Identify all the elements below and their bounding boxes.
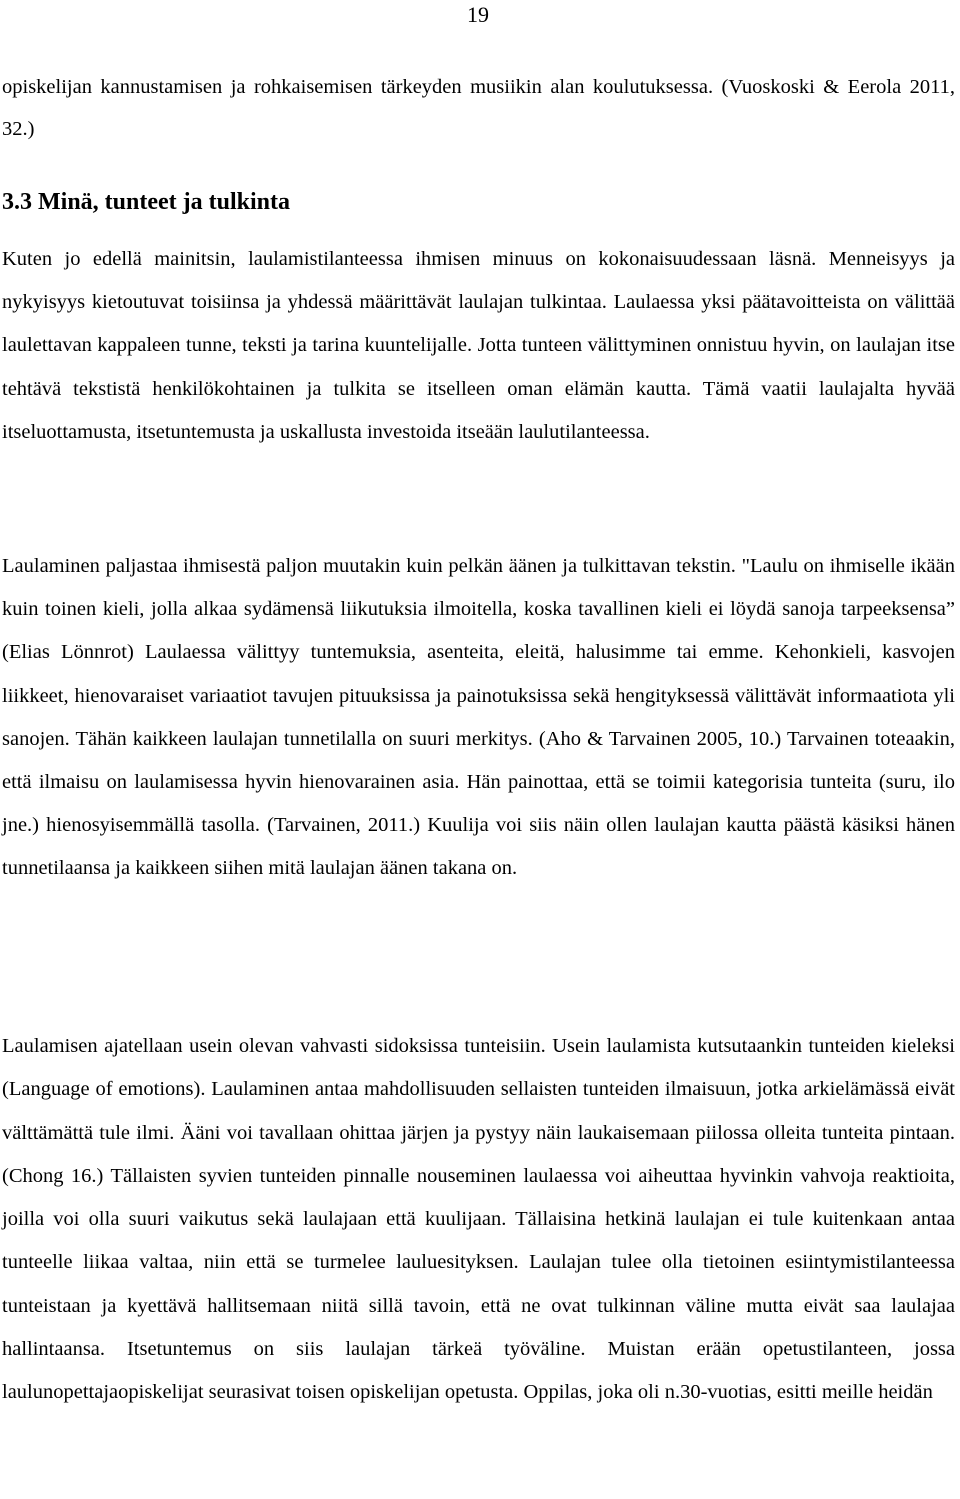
page-number: 19 xyxy=(467,2,489,27)
paragraph-language-of-emotions: Laulamisen ajatellaan usein olevan vahvasti sidoksissa tunteisiin. Usein laulamista kutsutaankin tunteiden kieleksi (Language of emotions). Laulaminen antaa mahdollisuuden sellaisten tunteiden ilmaisuun, jotka arkielämässä eivät välttämättä tule ilmi. Ääni voi tavallaan ohittaa järjen ja pystyy näin laukaisemaan piilossa olleita tunteita pintaan. (Chong 16.) Tällaisten syvien tunteiden pinnalle nouseminen laulaessa voi aiheuttaa hyvinkin vahvoja reaktioita, joilla voi olla suuri vaikutus sekä laulajaan että kuulijaan. Tällaisina hetkinä laulajan ei tule kuitenkaan antaa tunteelle liikaa valtaa, niin että se turmelee lauluesityksen. Laulajan tulee olla tietoinen esiintymistilanteessa tunteistaan ja kyettävä hallitsemaan niitä sillä tavoin, että ne ovat tulkinnan väline mutta eivät saa laulajaa hallintaansa. Itsetuntemus on siis laulajan tärkeä työväline. Muistan erään opetustilanteen, jossa laulunopettajaopiskelijat seurasivat toisen opiskelijan opetusta. Oppilas, joka oli n.30-vuotias, esitti meille heidän xyxy=(2,1035,955,1404)
paragraph-self-and-interpretation: Kuten jo edellä mainitsin, laulamistilanteessa ihmisen minuus on kokonaisuudessaan läsnä. Menneisyys ja nykyisyys kietoutuvat toisiinsa ja yhdessä määrittävät laulajan tulkintaa. Laulaessa yksi päätavoitteista on välittää laulettavan kappaleen tunne, teksti ja tarina kuuntelijalle. Jotta tunteen välittyminen onnistuu hyvin, on laulajan itse tehtävä tekstistä henkilökohtainen ja tulkita se itselleen oman elämän kautta. Tämä vaatii laulajalta hyvää itseluottamusta, itsetuntemusta ja uskallusta investoida itseään laulutilanteessa. xyxy=(2,248,955,443)
paragraph-continuation: opiskelijan kannustamisen ja rohkaisemisen tärkeyden musiikin alan koulutuksessa. (Vuoskoski & Eerola 2011, 32.) xyxy=(2,76,955,140)
paragraph-singing-reveals: Laulaminen paljastaa ihmisestä paljon muutakin kuin pelkän äänen ja tulkittavan tekstin. "Laulu on ihmiselle ikään kuin toinen kieli, jolla alkaa sydämensä liikutuksia ilmoitella, koska tavallinen kieli ei löydä sanoja tarpeeksensa” (Elias Lönnrot) Laulaessa välittyy tuntemuksia, asenteita, eleitä, halusimme tai emme. Kehonkieli, kasvojen liikkeet, hienovaraiset variaatiot tavujen pituuksissa ja painotuksissa sekä hengityksessä välittävät informaatiota yli sanojen. Tähän kaikkeen laulajan tunnetilalla on suuri merkitys. (Aho & Tarvainen 2005, 10.) Tarvainen toteaakin, että ilmaisu on laulamisessa hyvin hienovarainen asia. Hän painottaa, että se toimii kategorisia tunteita (suru, ilo jne.) hienosyisemmällä tasolla. (Tarvainen, 2011.) Kuulija voi siis näin ollen laulajan kautta päästä käsiksi hänen tunnetilaansa ja kaikkeen siihen mitä laulajan äänen takana on. xyxy=(2,555,955,880)
section-heading: 3.3 Minä, tunteet ja tulkinta xyxy=(2,189,290,215)
